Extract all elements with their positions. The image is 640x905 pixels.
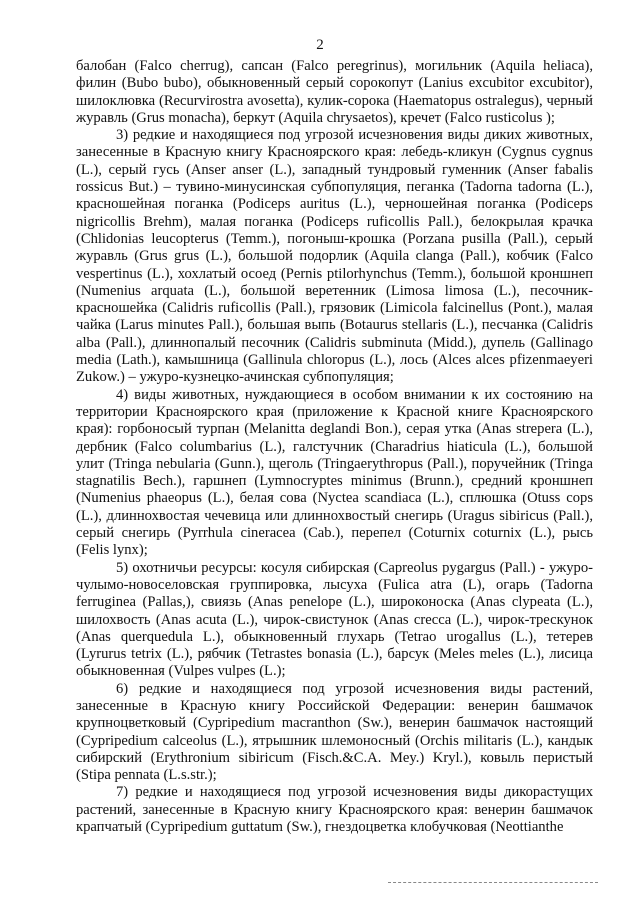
footer-rule — [388, 882, 598, 883]
paragraph-item-7: 7) редкие и находящиеся под угрозой исчезновения виды дикорастущих растений, занесенные в Красную книгу Красноярского края: венерин башмачок крапчатый (Cypripedium guttatum (Sw.), гнездоцветка клобучковая (Neottianthe — [76, 784, 593, 836]
paragraph-item-6: 6) редкие и находящиеся под угрозой исчезновения виды растений, занесенные в Красную книгу Российской Федерации: венерин башмачок крупноцветковый (Cypripedium macranthon (Sw.), венерин башмачок настоящий (Cypripedium calceolus (L.), ятрышник шлемоносный (Orchis militaris (L.), кандык сибирский (Erythronium sibiricum (Fisch.&C.A. Mey.) Kryl.), ковыль перистый (Stipa pennata (L.s.str.); — [76, 680, 593, 784]
paragraph-item-4: 4) виды животных, нуждающиеся в особом внимании к их состоянию на территории Красноярского края (приложение к Красной книге Красноярского края): горбоносый турпан (Melanitta deglandi Bon.), серая утка (Anas strepera (L.), дербник (Falco columbarius (L.), галстучник (Charadrius hiaticula (L.), большой улит (Tringa nebularia (Gunn.), щеголь (Tringaerythropus (Pall.), поручейник (Tringa stagnatilis Bech.), гаршнеп (Lymnocryptes minimus (Brunn.), средний кроншнеп (Numenius phaeopus (L.), белая сова (Nyctea scandiaca (L.), сплюшка (Otuss cops (L.), длиннохвостая чечевица или длиннохвостый снегирь (Uragus sibiricus (Pall.), серый снегирь (Pyrrhula cineracea (Cab.), перепел (Coturnix coturnix (L.), рысь (Felis lynx); — [76, 386, 593, 559]
document-body — [76, 58, 593, 836]
paragraph-continuation: балобан (Falco cherrug), сапсан (Falco peregrinus), могильник (Aquila heliaca), филин (Bubo bubo), обыкновенный серый сорокопут (Lanius excubitor excubitor), шилоклювка (Recurvirostra avosetta), кулик-сорока (Haematopus ostralegus), черный журавль (Grus monacha), беркут (Aquila chrysaetos), кречет (Falco rusticolus ); — [76, 58, 593, 126]
paragraph-item-5: 5) охотничьи ресурсы: косуля сибирская (Capreolus pygargus (Pall.) - ужуро-чулымо-новоселовская группировка, лысуха (Fulica atra (L), огарь (Tadorna ferruginea (Pallas,), свиязь (Anas penelope (L.), широконоска (Anas clypeata (L.), шилохвость (Anas acuta (L.), чирок-свистунок (Anas crecca (L.), чирок-трескунок (Anas querquedula L.), обыкновенный глухарь (Tetrao urogallus (L.), тетерев (Lyrurus tetrix (L.), рябчик (Tetrastes bonasia (L.), барсук (Meles meles (L.), лисица обыкновенная (Vulpes vulpes (L.); — [76, 559, 593, 680]
page-number: 2 — [316, 37, 324, 53]
paragraph-item-3: 3) редкие и находящиеся под угрозой исчезновения виды диких животных, занесенные в Красную книгу Красноярского края: лебедь-кликун (Cygnus cygnus (L.), серый гусь (Anser anser (L.), западный тундровый гуменник (Anser fabalis rossicus But.) – тувино-минусинская субпопуляция, пеганка (Tadorna tadorna (L.), красношейная поганка (Podiceps auritus (L.), черношейная поганка (Podiceps nigricollis Brehm), малая поганка (Podiceps ruficollis Pall.), белокрылая крачка (Chlidonias leucopterus (Temm.), погоныш-крошка (Porzana pusilla (Pall.), серый журавль (Grus grus (L.), большой подорлик (Aquila clanga (Pall.), кобчик (Falco vespertinus (L.), хохлатый осоед (Pernis ptilorhynchus (Temm.), большой кроншнеп (Numenius arquata (L.), большой веретенник (Limosa limosa (L.), песочник-красношейка (Calidris ruficollis (Pall.), грязовик (Limicola falcinellus (Pont.), малая чайка (Larus minutes Pall.), большая выпь (Botaurus stellaris (L.), песчанка (Calidris alba (Pall.), длиннопалый песочник (Calidris subminuta (Midd.), дупель (Gallinago media (Lath.), камышница (Gallinula chloropus (L.), лось (Alces alces pfizenmaeyeri Zukow.) – ужуро-кузнецко-ачинская субпопуляция; — [76, 127, 593, 386]
